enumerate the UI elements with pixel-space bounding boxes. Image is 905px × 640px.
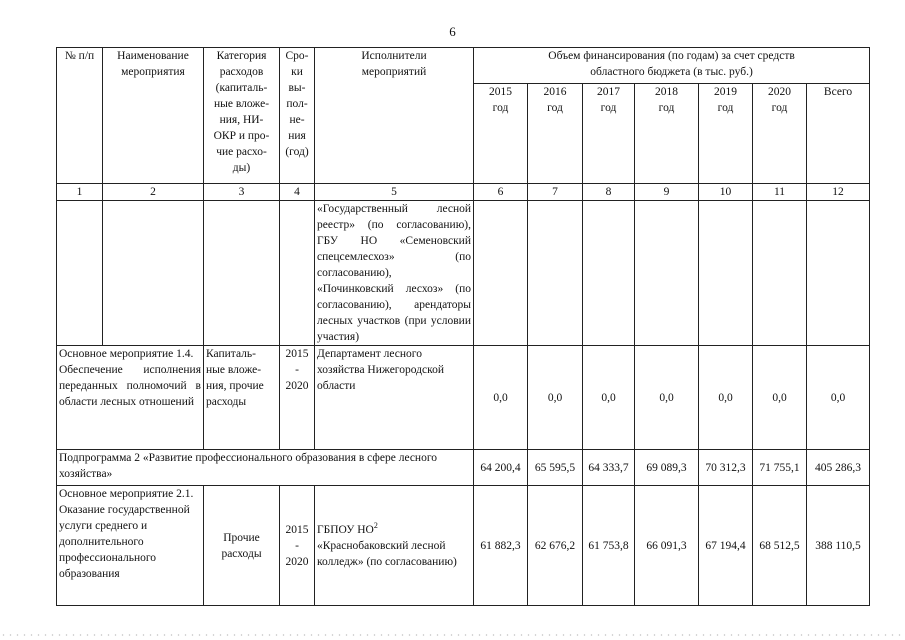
value-2017: 64 333,7 [583, 450, 635, 486]
value-2020: 71 755,1 [753, 450, 807, 486]
value-2016: 62 676,2 [528, 486, 583, 606]
executors-cell: Департамент лесного хозяйства Нижегородской области [315, 346, 474, 450]
column-number-row [57, 184, 870, 201]
table-row-1-4 [57, 346, 870, 450]
table-row-continuation [57, 201, 870, 346]
column-number: 6 [474, 184, 528, 201]
value-2020: 0,0 [753, 346, 807, 450]
expense-category: Прочие расходы [204, 486, 280, 606]
value-2015: 0,0 [474, 346, 528, 450]
value-2019: 70 312,3 [699, 450, 753, 486]
header-year-2016: 2016 год [528, 84, 583, 184]
activity-name: Основное мероприятие 2.1. Оказание государственной услуги среднего и дополнительного профессионального образования [57, 486, 204, 606]
value-total: 0,0 [807, 346, 870, 450]
column-number: 10 [699, 184, 753, 201]
header-name: Наименование мероприятия [103, 48, 204, 184]
value-total: 405 286,3 [807, 450, 870, 486]
column-number: 9 [635, 184, 699, 201]
column-number: 12 [807, 184, 870, 201]
column-number: 8 [583, 184, 635, 201]
header-year-2017: 2017 год [583, 84, 635, 184]
column-number: 5 [315, 184, 474, 201]
column-number: 4 [280, 184, 315, 201]
column-number: 1 [57, 184, 103, 201]
value-2019: 67 194,4 [699, 486, 753, 606]
header-year-2015: 2015 год [474, 84, 528, 184]
header-financing: Объем финансирования (по годам) за счет средств областного бюджета (в тыс. руб.) [474, 48, 870, 84]
term-cell: 2015 - 2020 [280, 346, 315, 450]
value-total: 388 110,5 [807, 486, 870, 606]
header-year-2018: 2018 год [635, 84, 699, 184]
column-number: 3 [204, 184, 280, 201]
financing-table [56, 47, 870, 606]
footnote-mark: 2 [373, 520, 378, 530]
executors-cell [315, 486, 474, 606]
table-row-subprogram-2 [57, 450, 870, 486]
executors-main: ГБПОУ НО [317, 523, 374, 536]
header-year-2019: 2019 год [699, 84, 753, 184]
expense-category: Капиталь- ные вложе- ния, прочие расходы [204, 346, 280, 450]
page-number: 6 [449, 24, 456, 39]
column-number: 7 [528, 184, 583, 201]
value-2018: 66 091,3 [635, 486, 699, 606]
header-executors: Исполнители мероприятий [315, 48, 474, 184]
table-row-2-1 [57, 486, 870, 606]
value-2017: 0,0 [583, 346, 635, 450]
header-num: № п/п [57, 48, 103, 184]
subprogram-title: Подпрограмма 2 «Развитие профессионального образования в сфере лесного хозяйства» [57, 450, 474, 486]
header-total: Всего [807, 84, 870, 184]
header-category: Категория расходов (капиталь- ные вложе- ния, НИ- ОКР и про- чие расхо- ды) [204, 48, 280, 184]
value-2019: 0,0 [699, 346, 753, 450]
scan-artifact [0, 632, 905, 638]
value-2018: 69 089,3 [635, 450, 699, 486]
value-2016: 0,0 [528, 346, 583, 450]
activity-name: Основное мероприятие 1.4. Обеспечение исполнения переданных полномочий в области лесных отношений [57, 346, 204, 450]
header-year-2020: 2020 год [753, 84, 807, 184]
value-2018: 0,0 [635, 346, 699, 450]
term-cell: 2015 - 2020 [280, 486, 315, 606]
value-2016: 65 595,5 [528, 450, 583, 486]
executors-rest: «Краснобаковский лесной колледж» (по согласованию) [317, 539, 457, 568]
value-2020: 68 512,5 [753, 486, 807, 606]
value-2015: 64 200,4 [474, 450, 528, 486]
value-2015: 61 882,3 [474, 486, 528, 606]
column-number: 11 [753, 184, 807, 201]
header-term: Сро- ки вы- пол- не- ния (год) [280, 48, 315, 184]
value-2017: 61 753,8 [583, 486, 635, 606]
executors-cell: «Государственный лесной реестр» (по согласованию), ГБУ НО «Семеновский спецсемлесхоз» (по согласованию), «Починковский лесхоз» (по согласованию), арендаторы лесных участков (при условии участия) [315, 201, 474, 346]
column-number: 2 [103, 184, 204, 201]
header-row-1 [57, 48, 870, 84]
